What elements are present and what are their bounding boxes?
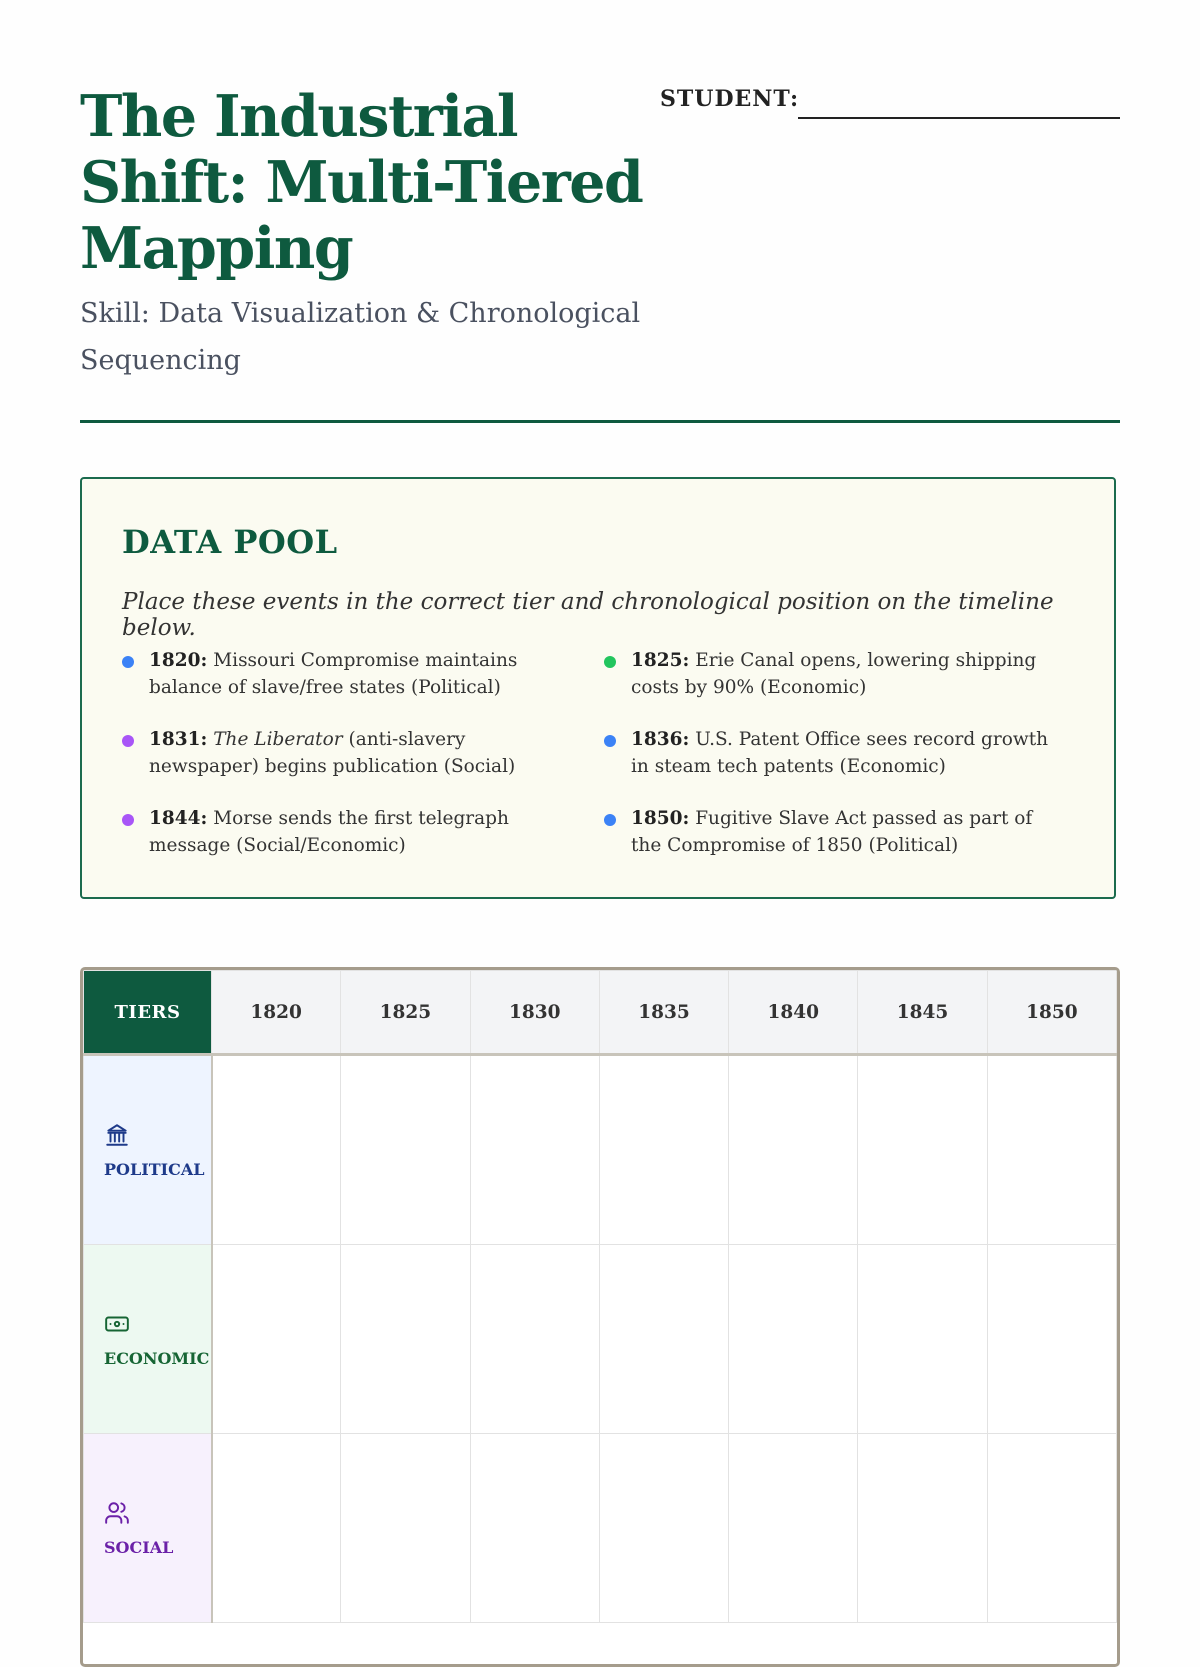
tier-label: ECONOMIC <box>104 1348 210 1368</box>
event-year: 1820: <box>149 650 208 671</box>
event-year: 1831: <box>149 729 208 750</box>
event-item[interactable] <box>122 805 572 859</box>
event-item[interactable] <box>122 726 572 780</box>
tier-row <box>84 1055 1117 1245</box>
timeline-drop-cell[interactable] <box>987 1055 1116 1245</box>
tier-label-cell <box>84 1245 212 1434</box>
timeline-drop-cell[interactable] <box>341 1434 470 1623</box>
event-year: 1850: <box>631 808 690 829</box>
worksheet-page <box>80 0 1120 1557</box>
timeline-drop-cell[interactable] <box>341 1245 470 1434</box>
event-bullet-icon <box>604 656 616 668</box>
timeline-drop-cell[interactable] <box>470 1055 599 1245</box>
event-text: Fugitive Slave Act passed as part of the Compromise of 1850 (Political) <box>631 808 1033 856</box>
event-year: 1844: <box>149 808 208 829</box>
event-text: (anti-slavery newspaper) begins publication (Social) <box>149 729 516 777</box>
year-column-header: 1845 <box>858 971 987 1055</box>
capitol-building-icon <box>104 1122 210 1152</box>
year-column-header: 1830 <box>470 971 599 1055</box>
event-text: Missouri Compromise maintains balance of slave/free states (Political) <box>149 650 518 698</box>
users-icon <box>104 1500 210 1530</box>
data-pool-box <box>80 477 1116 899</box>
event-text: Morse sends the first telegraph message (Social/Economic) <box>149 808 509 856</box>
year-column-header: 1840 <box>729 971 858 1055</box>
timeline-drop-cell[interactable] <box>858 1245 987 1434</box>
event-text: Erie Canal opens, lowering shipping costs by 90% (Economic) <box>631 650 1037 698</box>
timeline-drop-cell[interactable] <box>599 1434 728 1623</box>
timeline-drop-cell[interactable] <box>599 1055 728 1245</box>
timeline-drop-cell[interactable] <box>987 1245 1116 1434</box>
event-item[interactable] <box>604 805 1054 859</box>
event-item[interactable] <box>122 647 572 701</box>
data-pool-instruction: Place these events in the correct tier and chronological position on the timeline below. <box>122 589 1054 641</box>
timeline-drop-cell[interactable] <box>341 1055 470 1245</box>
year-column-header: 1820 <box>212 971 341 1055</box>
student-name-line[interactable] <box>798 117 1120 119</box>
student-label: STUDENT: <box>660 86 800 112</box>
timeline-drop-cell[interactable] <box>212 1434 341 1623</box>
tier-label: SOCIAL <box>104 1537 174 1557</box>
timeline-drop-cell[interactable] <box>858 1434 987 1623</box>
page-title: The Industrial Shift: Multi-Tiered Mapping <box>80 83 643 282</box>
worksheet-header <box>80 0 1120 424</box>
data-pool-heading: DATA POOL <box>122 523 338 561</box>
event-item[interactable] <box>604 647 1054 701</box>
timeline-drop-cell[interactable] <box>729 1434 858 1623</box>
year-column-header: 1825 <box>341 971 470 1055</box>
tier-label: POLITICAL <box>104 1159 205 1179</box>
money-bill-icon <box>104 1311 210 1341</box>
timeline-drop-cell[interactable] <box>987 1434 1116 1623</box>
year-column-header: 1850 <box>987 971 1116 1055</box>
tier-row <box>84 1434 1117 1623</box>
timeline-drop-cell[interactable] <box>729 1245 858 1434</box>
event-item[interactable] <box>604 726 1054 780</box>
event-year: 1836: <box>631 729 690 750</box>
timeline-drop-cell[interactable] <box>470 1245 599 1434</box>
tier-label-cell <box>84 1055 212 1245</box>
event-bullet-icon <box>122 656 134 668</box>
tier-row <box>84 1245 1117 1434</box>
timeline-drop-cell[interactable] <box>212 1055 341 1245</box>
timeline-drop-cell[interactable] <box>212 1245 341 1434</box>
timeline-drop-cell[interactable] <box>599 1245 728 1434</box>
event-bullet-icon <box>122 814 134 826</box>
timeline-grid <box>80 967 1120 1667</box>
header-divider <box>80 420 1120 423</box>
event-text: U.S. Patent Office sees record growth in steam tech patents (Economic) <box>631 729 1049 777</box>
event-bullet-icon <box>122 735 134 747</box>
student-name-field[interactable] <box>660 86 1120 126</box>
event-bullet-icon <box>604 814 616 826</box>
timeline-drop-cell[interactable] <box>858 1055 987 1245</box>
event-italic-title: The Liberator <box>213 729 343 750</box>
event-year: 1825: <box>631 650 690 671</box>
year-column-header: 1835 <box>599 971 728 1055</box>
tiers-column-header: TIERS <box>84 971 212 1055</box>
timeline-drop-cell[interactable] <box>470 1434 599 1623</box>
timeline-drop-cell[interactable] <box>729 1055 858 1245</box>
tier-label-cell <box>84 1434 212 1623</box>
page-subtitle: Skill: Data Visualization & Chronological Sequencing <box>80 298 641 376</box>
event-bullet-icon <box>604 735 616 747</box>
